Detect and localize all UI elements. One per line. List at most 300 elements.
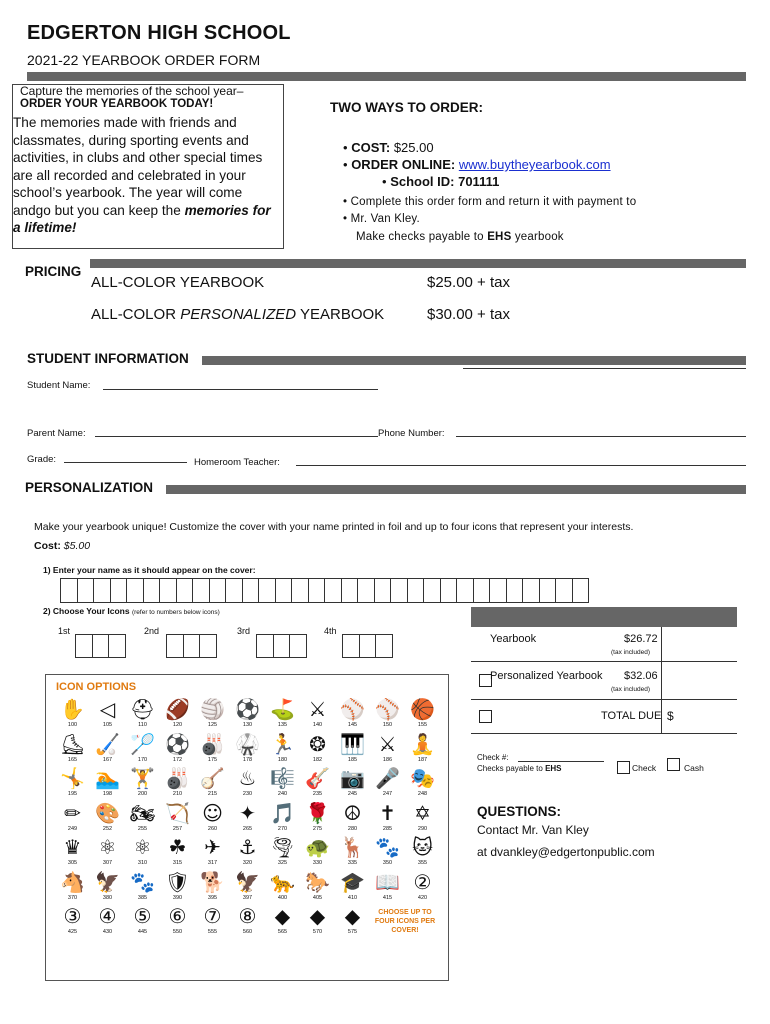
cover-letter-box[interactable] [60, 578, 78, 603]
student-divider [202, 356, 746, 365]
icon-option-number: 575 [347, 929, 358, 935]
cover-letter-box[interactable] [308, 578, 326, 603]
icon-option-glyph-icon: 📖 [375, 869, 400, 894]
icon-option-number: 555 [207, 929, 218, 935]
cover-letter-box[interactable] [110, 578, 128, 603]
school-title: EDGERTON HIGH SCHOOL [27, 22, 291, 44]
slot-label-1: 1st [58, 626, 71, 636]
icon-option-number: 400 [277, 894, 288, 901]
intro-body-text: The memories made with friends and classmates, during sporting events and activities, in clubs and other special times are all recorded and celebrated in your school’s yearbook. The year will come andgo but you can keep the [13, 115, 263, 218]
icon-option-glyph-icon: 🏊 [95, 766, 120, 790]
icon-digit-box[interactable] [359, 634, 377, 658]
icon-option-glyph-icon: ⚓ [238, 835, 257, 859]
icon-option-number: 145 [347, 722, 358, 728]
icon-option-number: 415 [382, 894, 393, 901]
personalization-description: Make your yearbook unique! Customize the cover with your name printed in foil and up to four icons that represent your interests. [34, 521, 634, 533]
icon-option [405, 870, 440, 905]
icon-option [300, 766, 335, 801]
bullet-icon: • [343, 140, 348, 155]
icon-slot-1[interactable] [75, 634, 125, 658]
icon-option [55, 766, 90, 801]
icon-option-number: 255 [137, 825, 148, 832]
cover-letter-box[interactable] [324, 578, 342, 603]
bullet-icon: • [343, 213, 348, 225]
icon-option-glyph-icon: ◆ [309, 904, 326, 928]
cover-name-boxes[interactable] [60, 578, 588, 603]
icon-option-glyph-icon: 🐾 [375, 835, 400, 859]
icon-option-number: 178 [242, 756, 253, 763]
icon-option-number: 105 [102, 722, 113, 728]
icon-option-glyph-icon: 🌪 [269, 835, 296, 859]
icon-option-glyph-icon: 🎹 [340, 731, 365, 756]
questions-email[interactable]: at dvankley@edgertonpublic.com [477, 845, 655, 859]
icon-option-number: 210 [172, 791, 183, 797]
icon-option-glyph-icon: ④ [98, 904, 117, 928]
ways-title: TWO WAYS TO ORDER: [330, 100, 484, 115]
personalization-cost-label: Cost: [34, 540, 61, 552]
icon-option-number: 187 [417, 756, 428, 763]
icon-digit-box[interactable] [256, 634, 274, 658]
icon-options-grid [55, 697, 443, 939]
icon-digit-box[interactable] [342, 634, 360, 658]
icon-option-number: 335 [347, 860, 358, 866]
cover-letter-box[interactable] [456, 578, 474, 603]
checks-payable [477, 764, 562, 773]
icon-option-glyph-icon: 🌹 [305, 800, 330, 825]
icon-option-number: 315 [172, 860, 183, 866]
icon-option [405, 835, 440, 870]
icon-option [160, 870, 195, 905]
icon-option-glyph-icon: 🐆 [270, 869, 295, 894]
cover-letter-box[interactable] [489, 578, 507, 603]
icon-option [230, 732, 265, 767]
icon-option-number: 565 [277, 929, 288, 935]
icon-option [90, 870, 125, 905]
icon-option-glyph-icon: ♛ [63, 835, 82, 859]
checks-suffix: yearbook [514, 231, 564, 243]
icon-option [55, 732, 90, 767]
icon-option-glyph-icon: ⛳ [270, 697, 295, 721]
student-name-label: Student Name: [27, 380, 91, 391]
icon-option-glyph-icon: 🎨 [95, 800, 120, 825]
icon-option [55, 697, 90, 732]
icon-option [265, 904, 300, 939]
icon-option-number: 570 [312, 929, 323, 935]
cover-letter-box[interactable] [440, 578, 458, 603]
icon-option-number: 230 [242, 791, 253, 797]
pricing-row1-label: ALL-COLOR YEARBOOK [91, 274, 265, 291]
student-name-field[interactable] [103, 389, 378, 390]
icon-option [265, 801, 300, 836]
icon-option [125, 766, 160, 801]
icon-option [335, 732, 370, 767]
icon-option-number: 167 [102, 756, 113, 763]
cover-letter-box[interactable] [572, 578, 590, 603]
cover-letter-box[interactable] [77, 578, 95, 603]
intro-body [13, 114, 281, 237]
icon-option-number: 110 [138, 722, 147, 728]
mail-item-2 [343, 213, 420, 225]
icon-option [90, 697, 125, 732]
icon-option-number: 150 [382, 722, 393, 728]
icon-option-number: 270 [277, 825, 288, 832]
cover-letter-box[interactable] [539, 578, 557, 603]
icon-digit-box[interactable] [375, 634, 393, 658]
icon-slot-4[interactable] [342, 634, 392, 658]
icon-option-number: 135 [277, 722, 288, 728]
slot-label-4: 4th [324, 626, 337, 636]
icon-option-glyph-icon: 🐕 [200, 869, 225, 894]
check-payment-checkbox[interactable] [617, 761, 630, 774]
step2-note: (refer to numbers below icons) [131, 609, 220, 616]
icon-option [335, 904, 370, 939]
icon-option-glyph-icon: 🐴 [60, 869, 85, 894]
icon-option-glyph-icon: 🤸 [60, 766, 85, 790]
personalization-divider [166, 485, 746, 494]
cover-letter-box[interactable] [291, 578, 309, 603]
icon-option-glyph-icon: ⚛ [98, 835, 117, 859]
header-divider [27, 72, 746, 81]
icon-option-glyph-icon: ✈ [204, 835, 221, 859]
icon-option-glyph-icon: ⚽ [235, 697, 260, 721]
intro-emphasis: memories for a lifetime! [13, 202, 271, 235]
mail-item-1 [343, 196, 636, 208]
icon-option-glyph-icon: ⛑ [129, 697, 156, 721]
icon-option [335, 870, 370, 905]
amount-column [661, 627, 662, 661]
grade-label: Grade: [27, 454, 57, 465]
icon-option [300, 835, 335, 870]
icon-option-glyph-icon: 🎳 [165, 766, 190, 790]
cover-letter-box[interactable] [423, 578, 441, 603]
icon-option [160, 904, 195, 939]
icon-option-glyph-icon: 🎤 [375, 766, 400, 790]
icon-option-glyph-icon: ⚾ [375, 697, 400, 721]
icon-option-glyph-icon: 🐎 [305, 869, 330, 894]
icon-option [160, 801, 195, 836]
icon-option [195, 904, 230, 939]
cover-letter-box[interactable] [209, 578, 227, 603]
cover-letter-box[interactable] [192, 578, 210, 603]
icon-option [195, 870, 230, 905]
icon-digit-box[interactable] [183, 634, 201, 658]
icon-option-glyph-icon: ⚔ [378, 731, 397, 756]
icon-option [125, 904, 160, 939]
icon-option-number: 155 [417, 722, 428, 728]
school-id-item [382, 174, 499, 189]
icon-digit-box[interactable] [199, 634, 217, 658]
pricing-row1-price: $25.00 + tax [427, 274, 510, 291]
icon-option-number: 317 [207, 860, 218, 866]
icon-option [90, 904, 125, 939]
cost-item [343, 140, 434, 155]
phone-label: Phone Number: [378, 428, 445, 439]
icon-option [55, 801, 90, 836]
icon-option-glyph-icon: 🏐 [200, 697, 225, 721]
cover-letter-box[interactable] [126, 578, 144, 603]
icon-option-glyph-icon: 🏹 [165, 800, 190, 825]
icon-option [230, 835, 265, 870]
icon-option [125, 835, 160, 870]
icon-option [90, 801, 125, 836]
icon-option-glyph-icon: 🎳 [200, 731, 225, 756]
icon-option-number: 265 [242, 825, 253, 832]
icon-option-glyph-icon: 🎸 [305, 766, 330, 790]
icon-option-glyph-icon: 🏈 [165, 697, 190, 721]
icon-option-number: 355 [417, 860, 428, 866]
icon-option [125, 697, 160, 732]
icon-option [55, 870, 90, 905]
checks-bold: EHS [487, 231, 512, 243]
personalization-cost-value: $5.00 [63, 540, 91, 552]
cover-letter-box[interactable] [143, 578, 161, 603]
cover-letter-box[interactable] [357, 578, 375, 603]
icon-option [160, 766, 195, 801]
parent-name-field[interactable] [95, 436, 378, 437]
check-number-field[interactable] [518, 761, 604, 762]
icon-option-number: 195 [67, 791, 78, 797]
icon-option [195, 766, 230, 801]
amount-column [661, 662, 662, 699]
cover-letter-box[interactable] [341, 578, 359, 603]
icon-option-glyph-icon: 🛡 [164, 869, 191, 894]
icon-option-glyph-icon: 🎼 [270, 766, 295, 790]
icon-option-number: 285 [382, 825, 393, 832]
icon-option-glyph-icon: 🏸 [130, 731, 155, 756]
icon-option-glyph-icon: 🦌 [340, 835, 365, 859]
online-link[interactable]: www.buytheyearbook.com [458, 157, 611, 172]
total-due-label: TOTAL DUE [601, 710, 662, 722]
icon-option [160, 697, 195, 732]
icon-option [230, 801, 265, 836]
icon-option [160, 732, 195, 767]
icon-option-number: 350 [382, 860, 393, 866]
icon-option [405, 732, 440, 767]
cover-letter-box[interactable] [93, 578, 111, 603]
summary-row-yearbook [471, 627, 737, 662]
icon-option [370, 801, 405, 836]
icon-digit-box[interactable] [166, 634, 184, 658]
cover-letter-box[interactable] [225, 578, 243, 603]
icon-digit-box[interactable] [289, 634, 307, 658]
icon-option [370, 870, 405, 905]
icon-option-glyph-icon: 🪕 [200, 766, 225, 790]
icon-option-number: 325 [277, 860, 288, 866]
icon-option-glyph-icon: ♨ [238, 766, 257, 790]
icon-option-number: 200 [137, 791, 148, 797]
cover-letter-box[interactable] [275, 578, 293, 603]
student-heading: STUDENT INFORMATION [27, 351, 189, 366]
icon-option [55, 835, 90, 870]
icon-option [300, 801, 335, 836]
pricing-row2-label [91, 306, 384, 323]
icon-option-glyph-icon: ✏ [64, 800, 81, 825]
icon-option-number: 235 [312, 791, 323, 797]
icon-option-number: 198 [102, 791, 113, 797]
icon-option [265, 766, 300, 801]
icon-option [405, 766, 440, 801]
icon-option-number: 249 [67, 825, 78, 832]
icon-option-number: 185 [347, 756, 358, 763]
icon-slot-3[interactable] [256, 634, 306, 658]
icon-slot-2[interactable] [166, 634, 216, 658]
icon-option [90, 766, 125, 801]
yearbook-label: Yearbook [490, 633, 537, 645]
icon-option [335, 835, 370, 870]
step2-label [43, 606, 220, 616]
personalization-cost [34, 540, 90, 552]
icon-option [230, 870, 265, 905]
homeroom-label: Homeroom Teacher: [194, 457, 280, 468]
intro-line2: ORDER YOUR YEARBOOK TODAY! [20, 98, 214, 110]
icon-digit-box[interactable] [75, 634, 93, 658]
icon-option [230, 697, 265, 732]
cover-letter-box[interactable] [176, 578, 194, 603]
icon-option-number: 420 [417, 894, 428, 901]
icon-option-glyph-icon: 🧘 [410, 731, 435, 756]
total-checkbox[interactable] [479, 710, 492, 723]
icon-option-number: 252 [102, 825, 113, 832]
icon-option-number: 370 [67, 894, 78, 901]
icon-option [195, 732, 230, 767]
icon-option-glyph-icon: 🏀 [410, 697, 435, 721]
cover-letter-box[interactable] [374, 578, 392, 603]
cover-letter-box[interactable] [258, 578, 276, 603]
icon-option [370, 697, 405, 732]
icon-option [125, 732, 160, 767]
step2-text: 2) Choose Your Icons [43, 606, 130, 616]
icon-option-glyph-icon: 🐱 [412, 835, 433, 859]
questions-title: QUESTIONS: [477, 804, 562, 819]
icon-option-number: 120 [172, 722, 183, 728]
icon-option-number: 290 [417, 825, 428, 832]
icon-option [125, 870, 160, 905]
icon-option-number: 175 [207, 756, 218, 763]
icon-option-glyph-icon: ② [413, 869, 432, 894]
icon-digit-box[interactable] [108, 634, 126, 658]
icon-option-glyph-icon: ⚾ [340, 697, 365, 721]
slot-label-3: 3rd [237, 626, 251, 636]
icon-option-number: 170 [137, 756, 148, 763]
payable-prefix: Checks payable to [477, 764, 543, 773]
cash-payment-checkbox[interactable] [667, 758, 680, 771]
cover-letter-box[interactable] [242, 578, 260, 603]
icon-option-glyph-icon: ⑤ [133, 904, 152, 928]
icon-option-number: 240 [277, 791, 288, 797]
icon-option [265, 835, 300, 870]
cover-letter-box[interactable] [506, 578, 524, 603]
pricing-row2-price: $30.00 + tax [427, 306, 510, 323]
yearbook-amount: $26.72 [624, 633, 658, 645]
cover-letter-box[interactable] [390, 578, 408, 603]
icon-option-number: 280 [347, 825, 358, 832]
icon-option [405, 697, 440, 732]
icon-option-glyph-icon: ⑦ [203, 904, 222, 928]
check-number-label: Check #: [477, 753, 509, 762]
icon-option-number: 425 [67, 929, 78, 935]
cost-label: COST: [351, 140, 391, 155]
icon-option [335, 697, 370, 732]
icon-option-number: 275 [312, 825, 323, 832]
icon-option [370, 835, 405, 870]
icon-option [265, 870, 300, 905]
icon-option [230, 766, 265, 801]
icon-option-glyph-icon: 🐢 [305, 835, 330, 859]
icon-option-number: 305 [67, 860, 78, 866]
icon-option-number: 215 [207, 791, 218, 797]
homeroom-field[interactable] [296, 465, 746, 466]
questions-contact: Contact Mr. Van Kley [477, 823, 589, 837]
icon-option-number: 165 [67, 756, 78, 763]
online-item [343, 157, 611, 172]
cover-letter-box[interactable] [555, 578, 573, 603]
icon-option-glyph-icon: ✋ [60, 697, 85, 721]
cost-value: $25.00 [393, 140, 434, 155]
personalized-tax-note: (tax included) [611, 686, 651, 693]
icon-option-glyph-icon: 🎭 [410, 766, 435, 790]
icon-option [195, 801, 230, 836]
icon-option [160, 835, 195, 870]
icon-option [300, 697, 335, 732]
icon-option-number: 395 [207, 894, 218, 901]
icon-option [195, 697, 230, 732]
icon-digit-box[interactable] [92, 634, 110, 658]
icon-option-glyph-icon: ◁ [99, 697, 116, 721]
bullet-icon: • [343, 157, 348, 172]
grade-field[interactable] [64, 462, 187, 463]
icon-option-glyph-icon: ⑥ [168, 904, 187, 928]
pricing-row2-a: ALL-COLOR [91, 306, 177, 323]
icon-option [335, 801, 370, 836]
icon-option [90, 732, 125, 767]
icon-option-number: 130 [242, 722, 253, 728]
icon-option [125, 801, 160, 836]
icon-option [335, 766, 370, 801]
personalized-amount: $32.06 [624, 670, 658, 682]
icon-option-glyph-icon: ☺ [202, 800, 223, 825]
icon-option-glyph-icon: ❂ [309, 731, 326, 756]
icon-option-number: 100 [67, 722, 78, 728]
cash-option-label: Cash [684, 763, 704, 773]
icon-option-number: 397 [242, 894, 253, 901]
icon-option-number: 172 [172, 756, 183, 763]
icon-option-number: 247 [382, 791, 393, 797]
phone-field[interactable] [456, 436, 746, 437]
icon-option-number: 140 [312, 722, 323, 728]
icon-option-glyph-icon: ⚽ [165, 731, 190, 756]
cover-letter-box[interactable] [522, 578, 540, 603]
school-id-label: School ID: [390, 174, 455, 189]
icon-option [265, 697, 300, 732]
cover-letter-box[interactable] [407, 578, 425, 603]
icon-option-glyph-icon: ✡ [414, 800, 431, 825]
icon-option-glyph-icon: 🏋 [130, 766, 155, 790]
cover-letter-box[interactable] [473, 578, 491, 603]
icon-option [300, 732, 335, 767]
personalization-heading: PERSONALIZATION [25, 480, 153, 495]
mail-line2: Mr. Van Kley. [350, 213, 420, 225]
cover-letter-box[interactable] [159, 578, 177, 603]
icon-option [230, 904, 265, 939]
pricing-divider [90, 259, 746, 268]
mail-line1: Complete this order form and return it with payment to [350, 196, 637, 208]
icon-option-glyph-icon: ③ [63, 904, 82, 928]
icon-digit-box[interactable] [273, 634, 291, 658]
icon-option [55, 904, 90, 939]
icon-option [90, 835, 125, 870]
pricing-row2-b: PERSONALIZED [180, 306, 297, 323]
icon-option-number: 550 [172, 929, 183, 935]
